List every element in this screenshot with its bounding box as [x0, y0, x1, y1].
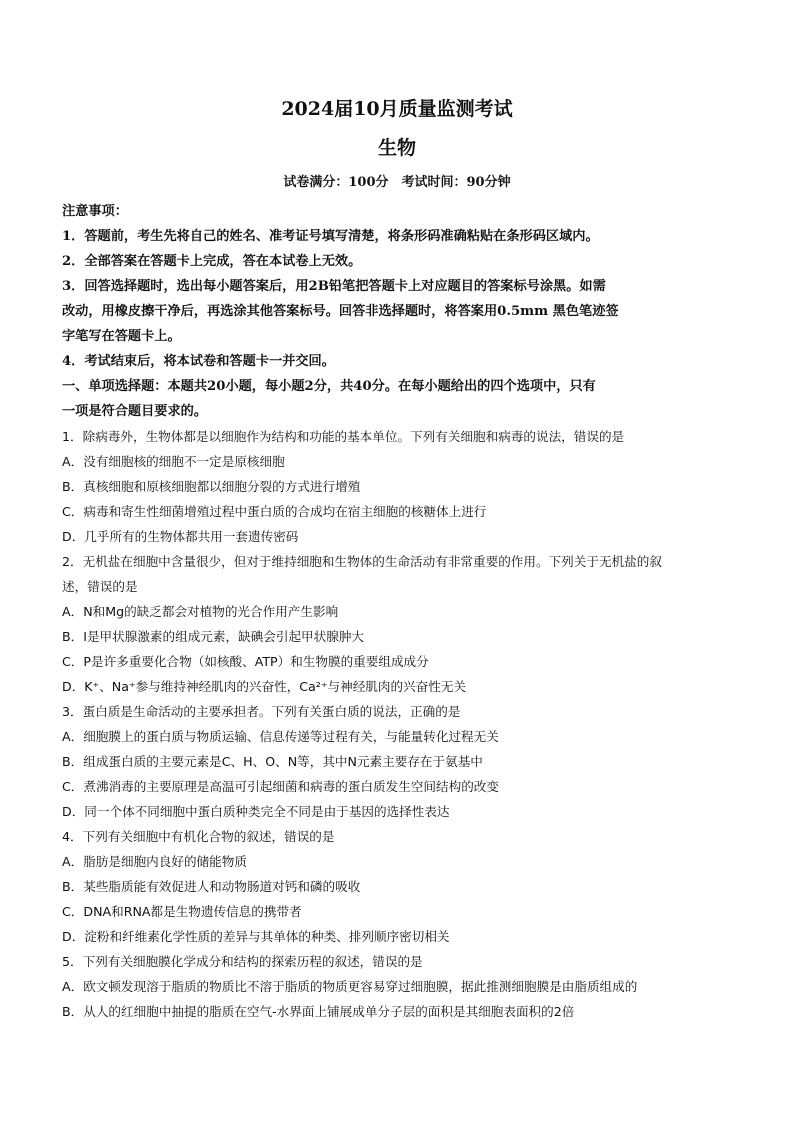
- option-line: C．DNA和RNA都是生物遗传信息的携带者: [62, 904, 302, 919]
- option-line: A．脂肪是细胞内良好的储能物质: [62, 854, 247, 869]
- option-line: D．几乎所有的生物体都共用一套遗传密码: [62, 529, 299, 544]
- option-line: A．细胞膜上的蛋白质与物质运输、信息传递等过程有关，与能量转化过程无关: [62, 729, 499, 744]
- option-line: B．I是甲状腺激素的组成元素，缺碘会引起甲状腺肿大: [62, 629, 365, 644]
- option-line: D．同一个体不同细胞中蛋白质种类完全不同是由于基因的选择性表达: [62, 804, 450, 819]
- option-line: D．淀粉和纤维素化学性质的差异与其单体的种类、排列顺序密切相关: [62, 929, 450, 944]
- exam-subject: 生物: [377, 137, 416, 159]
- option-line: A．N和Mg的缺乏都会对植物的光合作用产生影响: [62, 604, 339, 619]
- option-line: B．从人的红细胞中抽提的脂质在空气-水界面上铺展成单分子层的面积是其细胞表面积的2倍: [62, 1004, 575, 1019]
- notice-line: 字笔写在答题卡上。: [62, 329, 181, 344]
- exam-info: 试卷满分：100分 考试时间：90分钟: [283, 175, 511, 190]
- notice-line: 2．全部答案在答题卡上完成，答在本试卷上无效。: [62, 254, 362, 269]
- question-line: 5．下列有关细胞膜化学成分和结构的探索历程的叙述，错误的是: [62, 954, 423, 969]
- notice-line: 1．答题前，考生先将自己的姓名、准考证号填写清楚，将条形码准确粘贴在条形码区域内。: [62, 229, 599, 244]
- exam-title: 2024届10月质量监测考试: [281, 98, 513, 120]
- notice-line: 一、单项选择题：本题共20小题，每小题2分，共40分。在每小题给出的四个选项中，只有: [62, 379, 596, 394]
- question-line: 4．下列有关细胞中有机化合物的叙述，错误的是: [62, 829, 335, 844]
- exam-content: [62, 199, 732, 1024]
- notice-line: 3．回答选择题时，选出每小题答案后，用2B铅笔把答题卡上对应题目的答案标号涂黑。如需: [62, 279, 606, 294]
- option-line: B．真核细胞和原核细胞都以细胞分裂的方式进行增殖: [62, 479, 361, 494]
- question-line: 2．无机盐在细胞中含量很少，但对于维持细胞和生物体的生命活动有非常重要的作用。下列关于无机盐的叙: [62, 554, 662, 569]
- notice-line: 一项是符合题目要求的。: [62, 404, 208, 419]
- question-line: 3．蛋白质是生命活动的主要承担者。下列有关蛋白质的说法，正确的是: [62, 704, 461, 719]
- option-line: C．病毒和寄生性细菌增殖过程中蛋白质的合成均在宿主细胞的核糖体上进行: [62, 504, 487, 519]
- question-line: 1．除病毒外，生物体都是以细胞作为结构和功能的基本单位。下列有关细胞和病毒的说法，错误的是: [62, 429, 625, 444]
- notice-line: 注意事项：: [62, 204, 128, 219]
- option-line: C．P是许多重要化合物（如核酸、ATP）和生物膜的重要组成成分: [62, 654, 429, 669]
- option-line: B．组成蛋白质的主要元素是C、H、O、N等，其中N元素主要存在于氨基中: [62, 754, 483, 769]
- question-line: 述，错误的是: [62, 579, 138, 594]
- option-line: A．欧文顿发现溶于脂质的物质比不溶于脂质的物质更容易穿过细胞膜，据此推测细胞膜是由脂质组成的: [62, 979, 638, 994]
- notice-line: 4．考试结束后，将本试卷和答题卡一并交回。: [62, 354, 335, 369]
- option-line: A．没有细胞核的细胞不一定是原核细胞: [62, 454, 285, 469]
- option-line: D．K⁺、Na⁺参与维持神经肌肉的兴奋性，Ca²⁺与神经肌肉的兴奋性无关: [62, 679, 467, 694]
- notice-line: 改动，用橡皮擦干净后，再选涂其他答案标号。回答非选择题时，将答案用0.5mm 黑色笔迹签: [62, 304, 619, 319]
- option-line: B．某些脂质能有效促进人和动物肠道对钙和磷的吸收: [62, 879, 361, 894]
- option-line: C．煮沸消毒的主要原理是高温可引起细菌和病毒的蛋白质发生空间结构的改变: [62, 779, 499, 794]
